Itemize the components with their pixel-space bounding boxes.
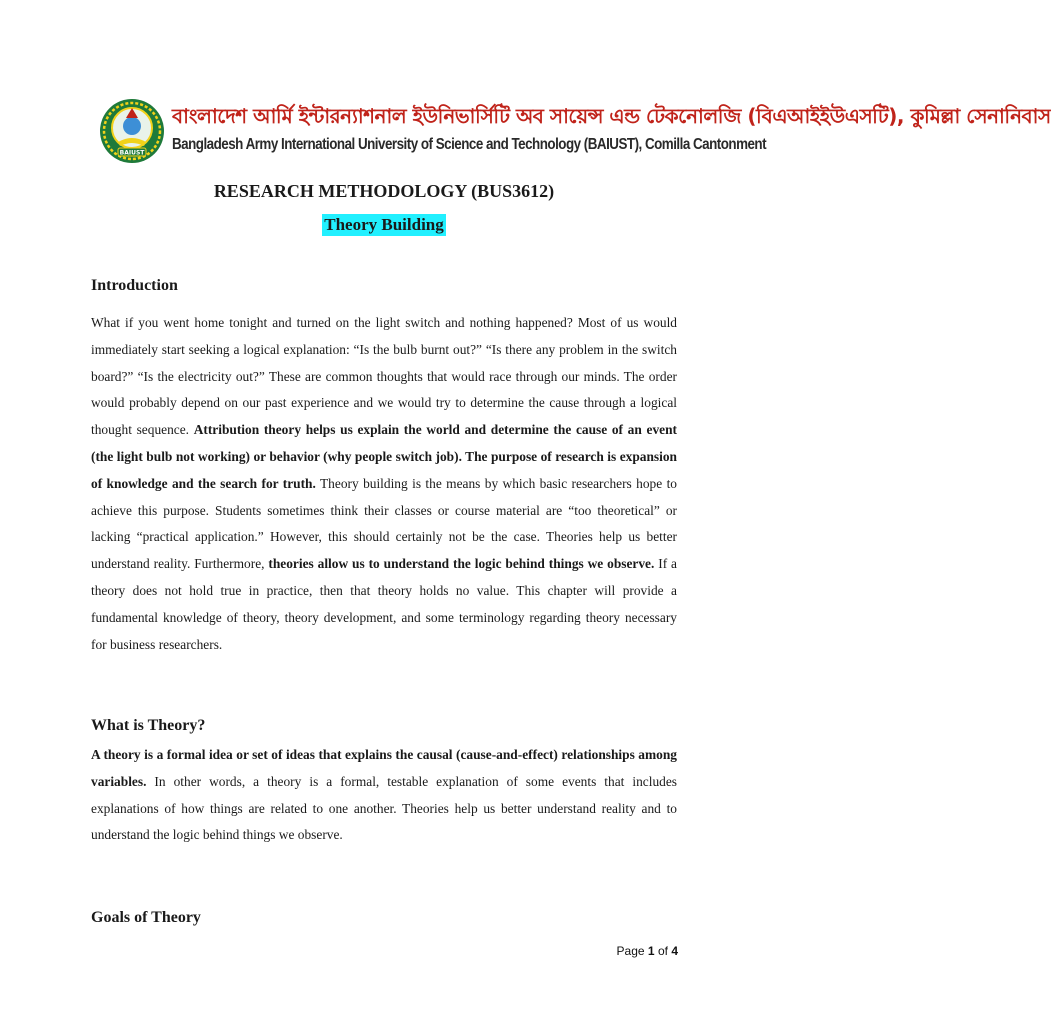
intro-text-2: Theory building is the means by which basic researchers hope to achieve this purpose. Students sometimes think their classes or course material are “too theoretical” or lacking “practical application.” However, this should certainly not be the case. Theories help us better understand reality. Furthermore, xyxy=(91,475,677,572)
total-pages: 4 xyxy=(671,944,678,958)
intro-text-3: If a theory does not hold true in practice, then that theory holds no value. This chapter will provide a fundamental knowledge of theory, theory development, and some terminology regarding theory necessary for business researchers. xyxy=(91,556,677,652)
of-label: of xyxy=(657,944,668,958)
what-bold-1: A theory is a formal idea or set of ideas that explains the causal (cause-and-effect) relationships among variables. xyxy=(91,747,677,789)
section-heading-what-is-theory: What is Theory? xyxy=(91,717,206,734)
page-number xyxy=(580,942,678,960)
intro-text-1: What if you went home tonight and turned on the light switch and nothing happened? Most of us would immediately start seeking a logical explanation: “Is the bulb burnt out?” “Is there any problem in the switch board?” “Is the electricity out?” These are common thoughts that would race through our minds. The order would probably depend on our past experience and we would try to determine the cause through a logical thought sequence. xyxy=(91,315,677,438)
intro-bold-1: Attribution theory helps us explain the world and determine the cause of an event (the light bulb not working) or behavior (why people switch job). The purpose of research is expansion of knowledge and the search for truth. xyxy=(91,422,677,491)
what-is-theory-paragraph xyxy=(91,742,677,849)
university-name-bangla: বাংলাদেশ আর্মি ইন্টারন্যাশনাল ইউনিভার্সিটি অব সায়েন্স এন্ড টেকনোলজি (বিএআইইউএসটি), কুমিল্লা সেনানিবাস xyxy=(172,104,1051,128)
intro-bold-2: theories allow us to understand the logic behind things we observe. xyxy=(268,556,655,572)
current-page: 1 xyxy=(647,944,655,958)
university-logo-icon xyxy=(98,96,166,166)
subtitle-container xyxy=(0,214,768,236)
university-header xyxy=(98,96,1051,168)
introduction-paragraph xyxy=(91,310,677,658)
what-text-1: In other words, a theory is a formal, testable explanation of some events that includes explanations of how things are related to one another. Theories help us better understand reality and to understand the logic behind things we observe. xyxy=(91,773,677,843)
document-subtitle: Theory Building xyxy=(324,215,444,234)
section-heading-goals-of-theory: Goals of Theory xyxy=(91,909,201,926)
university-name-english: Bangladesh Army International University of Science and Technology (BAIUST), Comilla Cantonment xyxy=(172,136,767,153)
page-label: Page xyxy=(616,944,645,958)
document-title: RESEARCH METHODOLOGY (BUS3612) xyxy=(213,181,555,201)
section-heading-introduction: Introduction xyxy=(91,277,178,294)
logo-text: BAIUST xyxy=(119,149,145,157)
